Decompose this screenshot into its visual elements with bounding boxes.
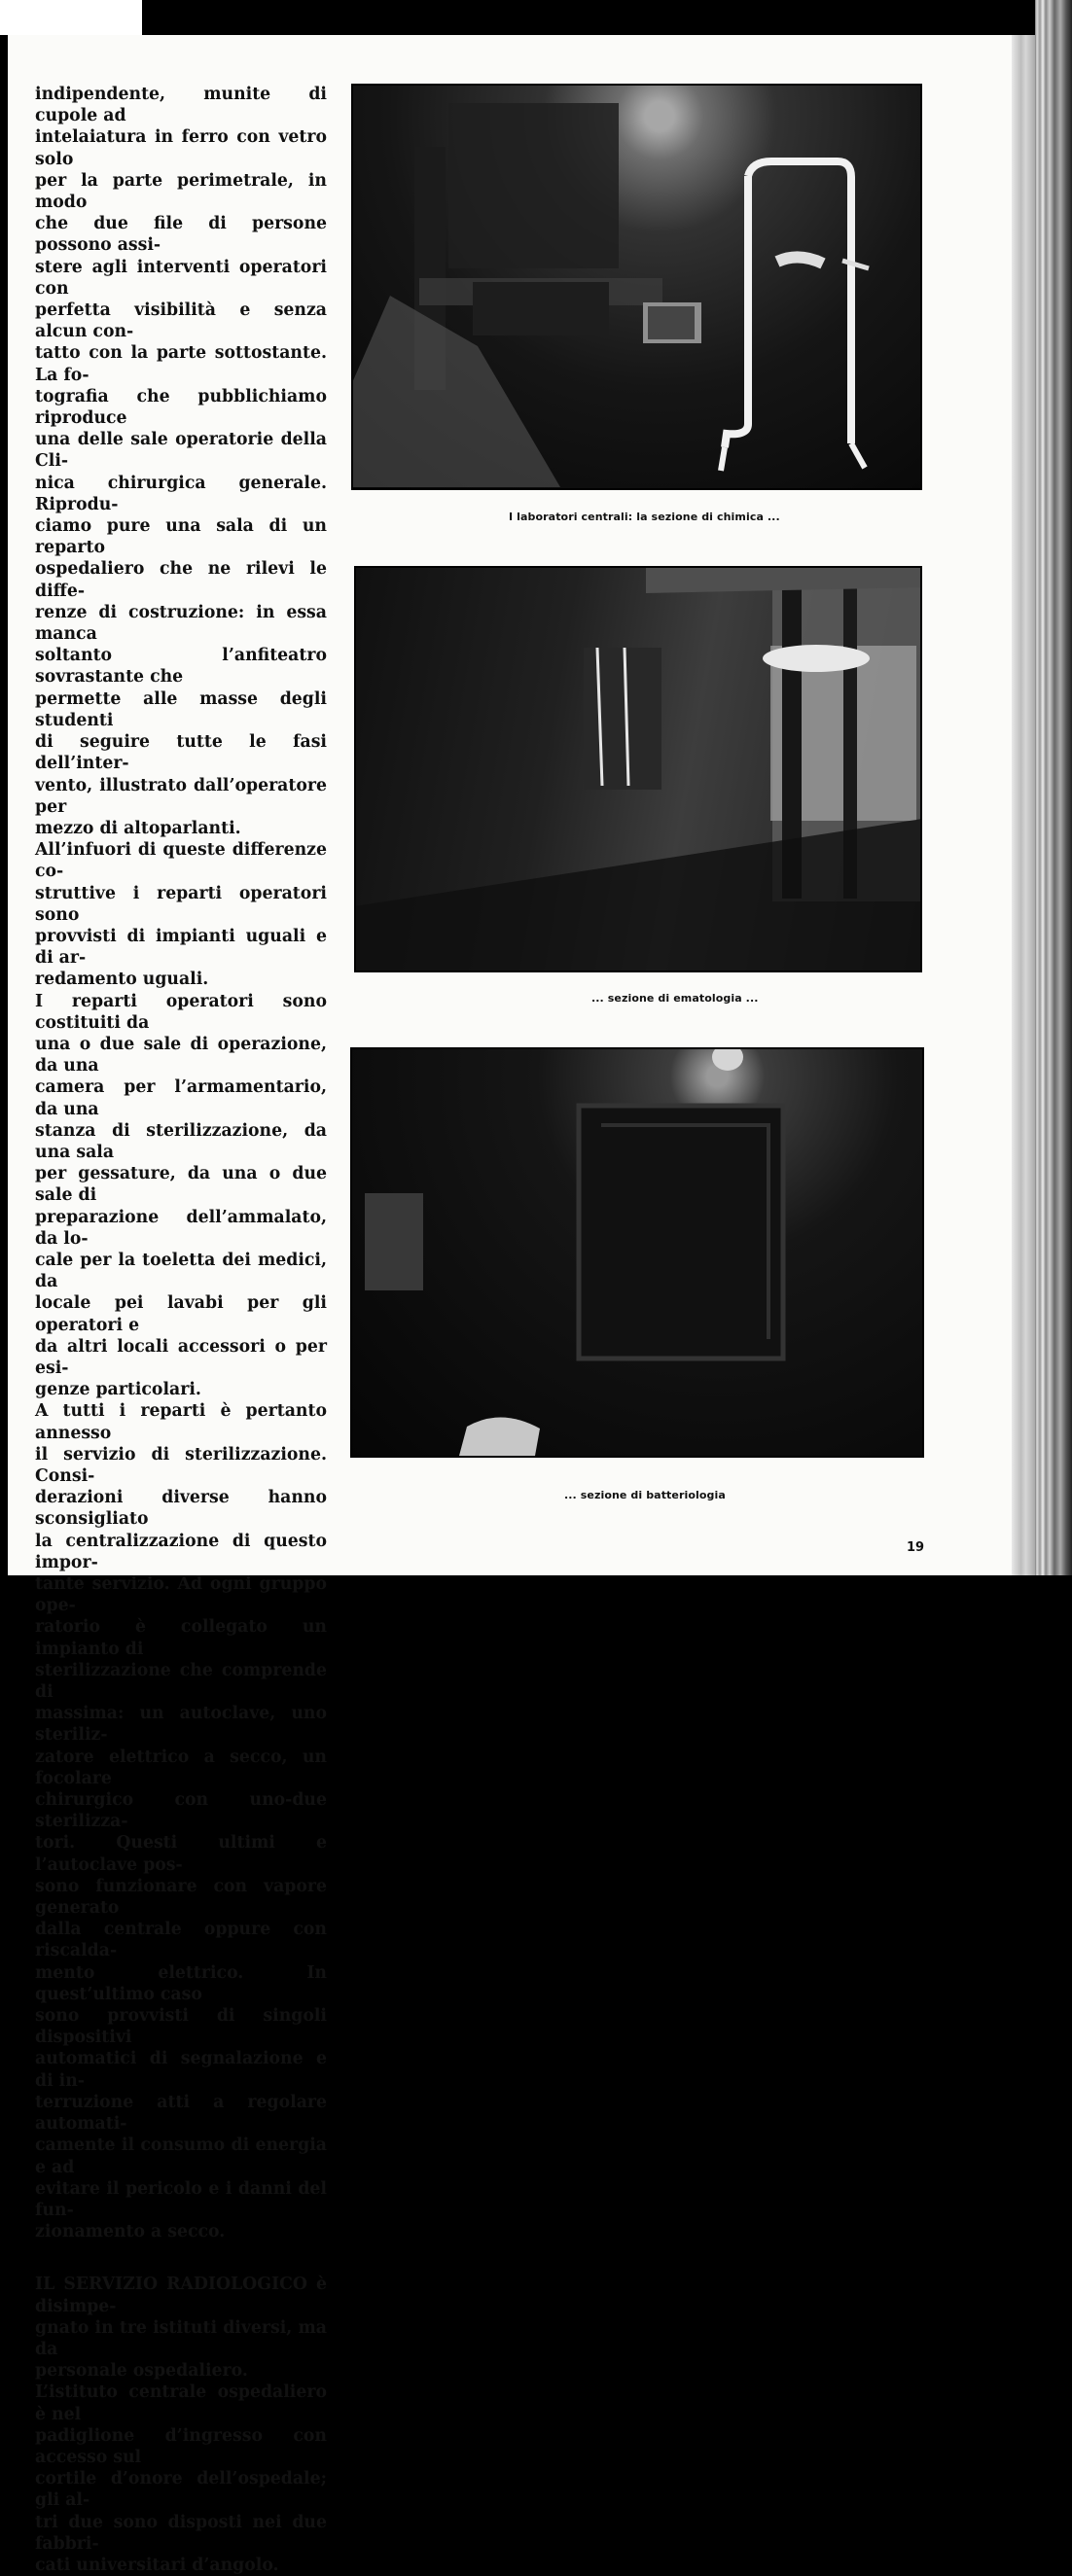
paragraph-4: A tutti i reparti è pertanto annesso il servizio di sterilizzazione. Consi- derazioni diverse hanno sconsigliato la centralizzazione di questo impor- tante servizio. Ad ogni gruppo ope- ratorio è collegato un impianto di sterilizzazione che comprende di massima: un autoclave, uno steriliz- zatore elettrico a secco, un focolare chirurgico con uno-due sterilizza- tori. Questi ultimi e l’autoclave pos- sono funzionare con vapore generato dalla centrale oppure con riscalda- mento elettrico. In quest’ultimo caso sono provvisti di singoli dispositivi automatici di segnalazione e di in- terruzione atti a regolare automati- camente il consumo di energia e ad evitare il pericolo e i danni del fun- zionamento a secco. [35,1401,327,2242]
hematology-photo-image [354,566,922,972]
laboratory-photo [351,84,922,490]
bacteriology-photo-image [350,1047,924,1458]
paragraph-5: IL SERVIZIO RADIOLOGICO è disimpe- gnato in tre istituti diversi, ma da personale ospedaliero. [35,2275,327,2382]
paragraph-6: L’istituto centrale ospedaliero è nel padiglione d’ingresso con accesso sul cortile d’onore dell’ospedale; gli al- tri due sono disposti nei due fabbri- cati universitari d’angolo. [35,2382,327,2575]
caption-bacteriology: ... sezione di batteriologia [564,1489,726,1501]
paper-edge [1035,0,1072,1575]
body-text-column [35,84,327,2576]
bacteriology-photo [350,1047,924,1458]
paragraph-3: I reparti operatori sono costituiti da una o due sale di operazione, da una camera per l’armamentario, da una stanza di sterilizzazione, da una sala per gessature, da una o due sale di preparazione dell’ammalato, da lo- cale per la toeletta dei medici, da locale pei lavabi per gli operatori e da altri locali accessori o per esi- genze particolari. [35,991,327,1400]
hematology-photo [354,566,922,972]
laboratory-photo-image [351,84,922,490]
caption-chemistry: I laboratori centrali: la sezione di chimica ... [509,511,780,523]
paragraph-2: All’infuori di queste differenze co- struttive i reparti operatori sono provvisti di impianti uguali e di ar- redamento uguali. [35,840,327,990]
caption-hematology: ... sezione di ematologia ... [591,992,759,1005]
page-number: 19 [907,1540,925,1555]
paragraph-1: indipendente, munite di cupole ad intelaiatura in ferro con vetro solo per la parte perimetrale, in modo che due file di persone possono assi- stere agli interventi operatori con perfetta visibilità e senza alcun con- tatto con la parte sottostante. La fo- tografia che pubblichiamo riproduce una delle sale operatorie della Cli- nica chirurgica generale. Riprodu- ciamo pure una sala di un reparto ospedaliero che ne rilevi le diffe- renze di costruzione: in essa manca soltanto l’anfiteatro sovrastante che permette alle masse degli studenti di seguire tutte le fasi dell’inter- vento, illustrato dall’operatore per mezzo di altoparlanti. [35,85,327,838]
binding-strip [1012,35,1035,1575]
paragraph-gap [35,2242,327,2274]
top-white-block [0,0,142,35]
